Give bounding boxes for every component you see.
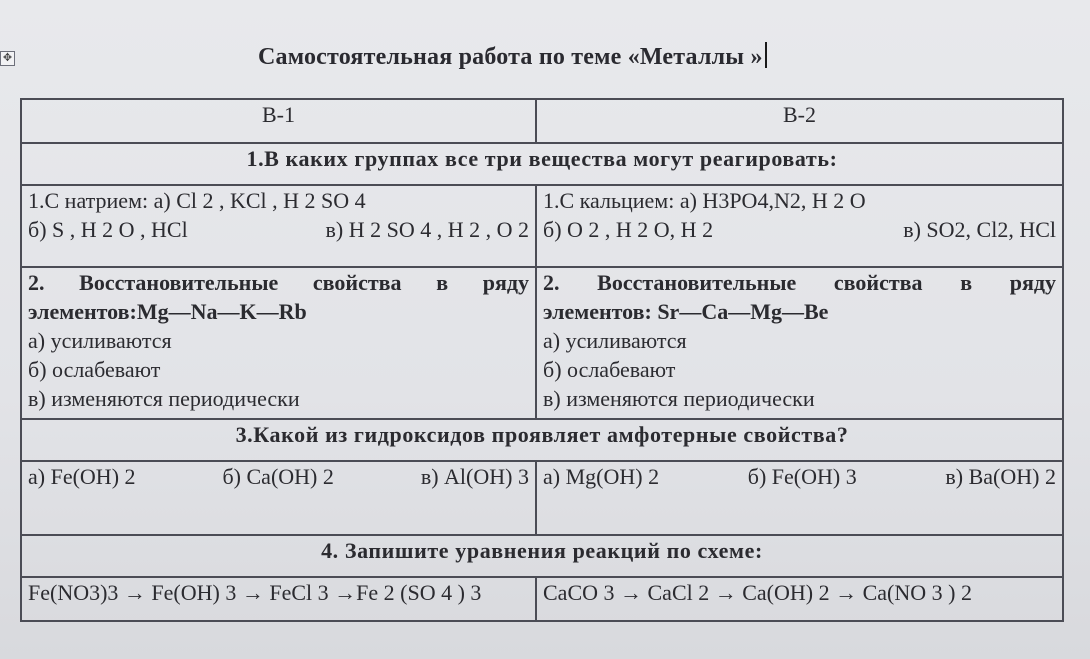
question-2-row [21,267,1063,419]
question-3-options-row [21,461,1063,535]
question-3-prompt: 3.Какой из гидроксидов проявляет амфотерные свойства? [21,419,1063,461]
q2-v1-option-b: б) ослабевают [28,357,161,382]
question-1-options-row [21,185,1063,267]
title-text: Самостоятельная работа по теме «Металлы » [258,44,763,70]
q2-v1-word: ряду [482,270,529,295]
question-3-row [21,419,1063,461]
q2-v2-word: 2. [543,270,560,295]
q3-v2-option-b: б) Fe(OH) 3 [747,464,857,489]
q2-v2-heading-line1 [543,268,1056,297]
q1-v2-line2 [543,215,1056,244]
question-3-variant-1 [21,461,536,535]
q3-v1-options [28,462,529,491]
q1-v1-line2 [28,215,529,244]
variant-header-row [21,99,1063,143]
text-cursor [765,42,767,68]
question-4-row [21,535,1063,577]
question-2-variant-1 [21,267,536,419]
variant-1-header: В-1 [21,99,536,143]
q1-v2-line1: 1.С кальцием: а) H3PO4,N2, H 2 O [543,188,866,213]
q1-v1-line1: 1.С натрием: а) Cl 2 , KCl , H 2 SO 4 [28,188,366,213]
worksheet-table [20,98,1064,622]
q2-v2-word: Восстановительные [597,270,797,295]
q3-v1-option-b: б) Ca(OH) 2 [222,464,334,489]
q3-v1-option-v: в) Al(OH) 3 [420,464,529,489]
q1-v2-option-b: б) O 2 , H 2 O, H 2 [543,217,714,242]
q2-v1-heading-line1 [28,268,529,297]
q2-v2-option-b: б) ослабевают [543,357,676,382]
question-4-variant-2: CaCO 3 → CaCl 2 → Ca(OH) 2 → Ca(NO 3 ) 2 [536,577,1063,621]
question-1-row [21,143,1063,185]
q2-v1-option-v: в) изменяются периодически [28,386,300,411]
question-3-variant-2 [536,461,1063,535]
q2-v1-word: Восстановительные [79,270,279,295]
q2-v2-word: свойства [833,270,923,295]
q2-v2-word: в [960,270,973,295]
question-1-variant-1 [21,185,536,267]
question-4-scheme-row [21,577,1063,621]
table-move-icon[interactable]: ✥ [0,51,15,66]
q2-v2-option-v: в) изменяются периодически [543,386,815,411]
variant-2-header: В-2 [536,99,1063,143]
question-4-variant-1: Fe(NO3)3 → Fe(OH) 3 → FeCl 3 →Fe 2 (SO 4 ) 3 [21,577,536,621]
q2-v1-word: в [436,270,449,295]
q2-v1-word: свойства [312,270,402,295]
question-1-prompt: 1.В каких группах все три вещества могут реагировать: [21,143,1063,185]
q2-v2-heading-line2: элементов: Sr—Ca—Mg—Be [543,299,829,324]
q3-v2-option-a: а) Mg(OH) 2 [543,464,660,489]
q1-v2-option-v: в) SO2, Cl2, HCl [903,217,1056,242]
q3-v1-option-a: а) Fe(OH) 2 [28,464,136,489]
q3-v2-options [543,462,1056,491]
q2-v2-word: ряду [1009,270,1056,295]
q2-v1-word: 2. [28,270,45,295]
q1-v1-option-b: б) S , H 2 O , HCl [28,217,188,242]
q2-v1-option-a: а) усиливаются [28,328,172,353]
q1-v1-option-v: в) H 2 SO 4 , H 2 , O 2 [325,217,529,242]
question-4-prompt: 4. Запишите уравнения реакций по схеме: [21,535,1063,577]
question-1-variant-2 [536,185,1063,267]
q2-v2-option-a: а) усиливаются [543,328,687,353]
q2-v1-heading-line2: элементов:Mg—Na—K—Rb [28,299,307,324]
question-2-variant-2 [536,267,1063,419]
q3-v2-option-v: в) Ba(OH) 2 [945,464,1056,489]
page-title [258,42,767,71]
